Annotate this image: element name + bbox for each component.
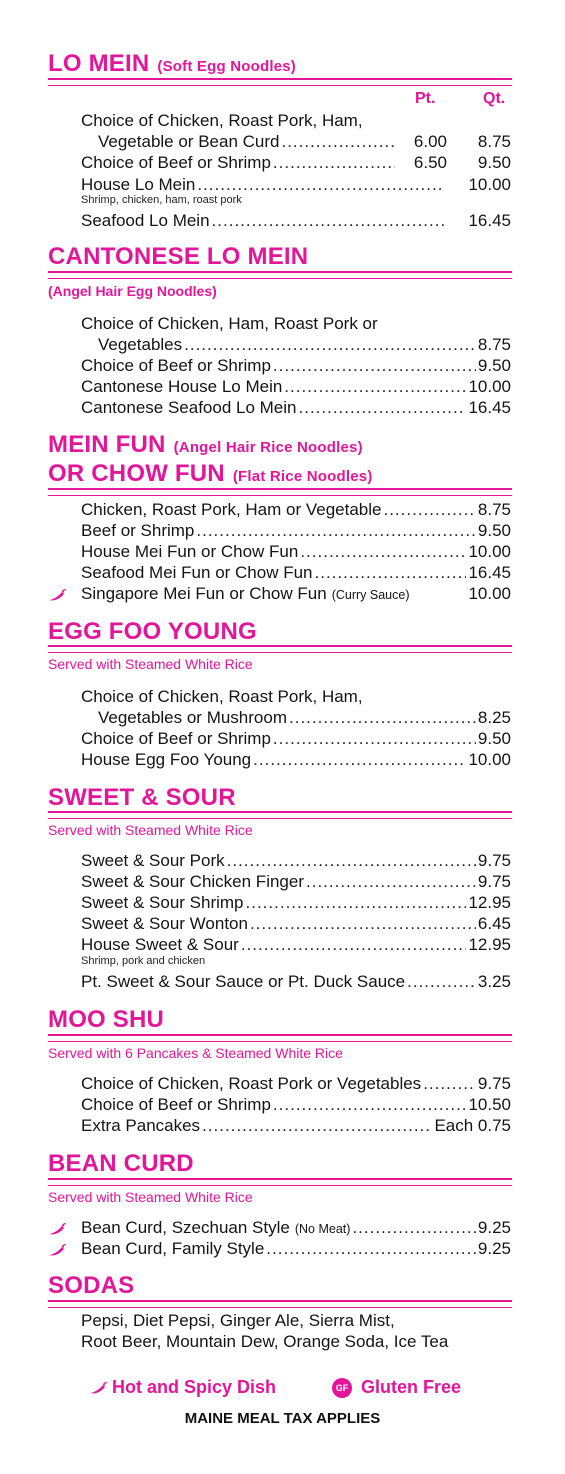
menu-item: Choice of Chicken, Roast Pork, Ham, bbox=[81, 111, 363, 130]
section-title-lo-mein: LO MEIN (Soft Egg Noodles) bbox=[48, 50, 296, 77]
tax-notice: MAINE MEAL TAX APPLIES bbox=[184, 1410, 381, 1427]
section-divider bbox=[48, 271, 512, 279]
menu-item: Seafood Mei Fun or Chow Fun ..... 16.45 bbox=[81, 562, 511, 583]
menu-item: Seafood Lo Mein ..... 16.45 bbox=[81, 210, 511, 231]
section-divider bbox=[48, 645, 512, 653]
menu-item: Bean Curd, Szechuan Style (No Meat) ..... 9.25 bbox=[81, 1217, 511, 1240]
section-subtitle: Served with Steamed White Rice bbox=[48, 656, 253, 672]
section-subtitle: (Soft Egg Noodles) bbox=[157, 58, 296, 75]
section-divider bbox=[48, 78, 512, 86]
menu-item: Vegetables or Mushroom ..... 8.25 bbox=[81, 707, 511, 728]
section-divider bbox=[48, 488, 512, 496]
menu-item: House Sweet & Sour ..... 12.95 bbox=[81, 934, 511, 955]
quart-column-header: Qt. bbox=[483, 90, 506, 107]
menu-item: Choice of Chicken, Roast Pork, Ham, bbox=[81, 687, 363, 706]
section-title-moo-shu: MOO SHU bbox=[48, 1006, 165, 1033]
section-subtitle: (Angel Hair Egg Noodles) bbox=[48, 283, 217, 299]
menu-item: Cantonese House Lo Mein ..... 10.00 bbox=[81, 376, 511, 397]
item-description: Shrimp, pork and chicken bbox=[81, 955, 206, 967]
menu-item: Bean Curd, Family Style ..... 9.25 bbox=[81, 1238, 511, 1259]
gluten-free-icon: GF bbox=[332, 1378, 352, 1398]
section-title-chow-fun: OR CHOW FUN (Flat Rice Noodles) bbox=[48, 460, 373, 487]
section-divider bbox=[48, 1300, 512, 1308]
menu-item: Sweet & Sour Wonton ..... 6.45 bbox=[81, 913, 511, 934]
menu-item: Pt. Sweet & Sour Sauce or Pt. Duck Sauce ..... 3.25 bbox=[81, 971, 511, 992]
section-divider bbox=[48, 1034, 512, 1042]
section-divider bbox=[48, 811, 512, 819]
legend-spicy: Hot and Spicy Dish bbox=[112, 1377, 277, 1397]
menu-item: Sweet & Sour Chicken Finger ..... 9.75 bbox=[81, 871, 511, 892]
section-title-egg-foo-young: EGG FOO YOUNG bbox=[48, 618, 257, 645]
section-subtitle: Served with 6 Pancakes & Steamed White Rice bbox=[48, 1045, 343, 1061]
menu-item: Singapore Mei Fun or Chow Fun (Curry Sauce) 10.00 bbox=[81, 584, 511, 603]
menu-item: Vegetables ..... 8.75 bbox=[81, 334, 511, 355]
pint-column-header: Pt. bbox=[415, 90, 436, 107]
menu-item: Beef or Shrimp ..... 9.50 bbox=[81, 520, 511, 541]
soda-list-line: Pepsi, Diet Pepsi, Ginger Ale, Sierra Mist, bbox=[81, 1311, 395, 1330]
menu-item: Choice of Chicken, Ham, Roast Pork or bbox=[81, 314, 378, 333]
hot-pepper-icon bbox=[47, 588, 67, 602]
section-title-mei-fun: MEIN FUN (Angel Hair Rice Noodles) bbox=[48, 431, 363, 458]
menu-item: Choice of Chicken, Roast Pork or Vegetables ..... 9.75 bbox=[81, 1073, 511, 1094]
menu-item: Choice of Beef or Shrimp ..... 6.50 9.50 bbox=[81, 152, 511, 173]
section-title-bean-curd: BEAN CURD bbox=[48, 1150, 194, 1177]
menu-item: Choice of Beef or Shrimp ..... 9.50 bbox=[81, 728, 511, 749]
menu-item: Choice of Beef or Shrimp ..... 10.50 bbox=[81, 1094, 511, 1115]
menu-item: Sweet & Sour Shrimp ..... 12.95 bbox=[81, 892, 511, 913]
menu-item: Choice of Beef or Shrimp ..... 9.50 bbox=[81, 355, 511, 376]
menu-item: Extra Pancakes ..... Each 0.75 bbox=[81, 1115, 511, 1136]
soda-list-line: Root Beer, Mountain Dew, Orange Soda, Ice Tea bbox=[81, 1332, 449, 1351]
menu-item: House Mei Fun or Chow Fun ..... 10.00 bbox=[81, 541, 511, 562]
section-subtitle: Served with Steamed White Rice bbox=[48, 822, 253, 838]
section-title-sodas: SODAS bbox=[48, 1272, 135, 1299]
section-title-sweet-sour: SWEET & SOUR bbox=[48, 784, 236, 811]
section-subtitle: Served with Steamed White Rice bbox=[48, 1189, 253, 1205]
item-description: Shrimp, chicken, ham, roast pork bbox=[81, 194, 242, 206]
hot-pepper-icon bbox=[88, 1381, 108, 1395]
menu-item: Chicken, Roast Pork, Ham or Vegetable ..... 8.75 bbox=[81, 499, 511, 520]
hot-pepper-icon bbox=[47, 1222, 67, 1236]
hot-pepper-icon bbox=[47, 1243, 67, 1257]
section-title-cantonese: CANTONESE LO MEIN bbox=[48, 243, 309, 270]
menu-item: House Lo Mein ..... 10.00 bbox=[81, 174, 511, 195]
menu-item: Sweet & Sour Pork ..... 9.75 bbox=[81, 850, 511, 871]
menu-item: House Egg Foo Young ..... 10.00 bbox=[81, 749, 511, 770]
legend-gluten-free: Gluten Free bbox=[361, 1377, 462, 1397]
menu-item: Vegetable or Bean Curd ..... 6.00 8.75 bbox=[81, 131, 511, 152]
menu-item: Cantonese Seafood Lo Mein ..... 16.45 bbox=[81, 397, 511, 418]
section-divider bbox=[48, 1178, 512, 1186]
